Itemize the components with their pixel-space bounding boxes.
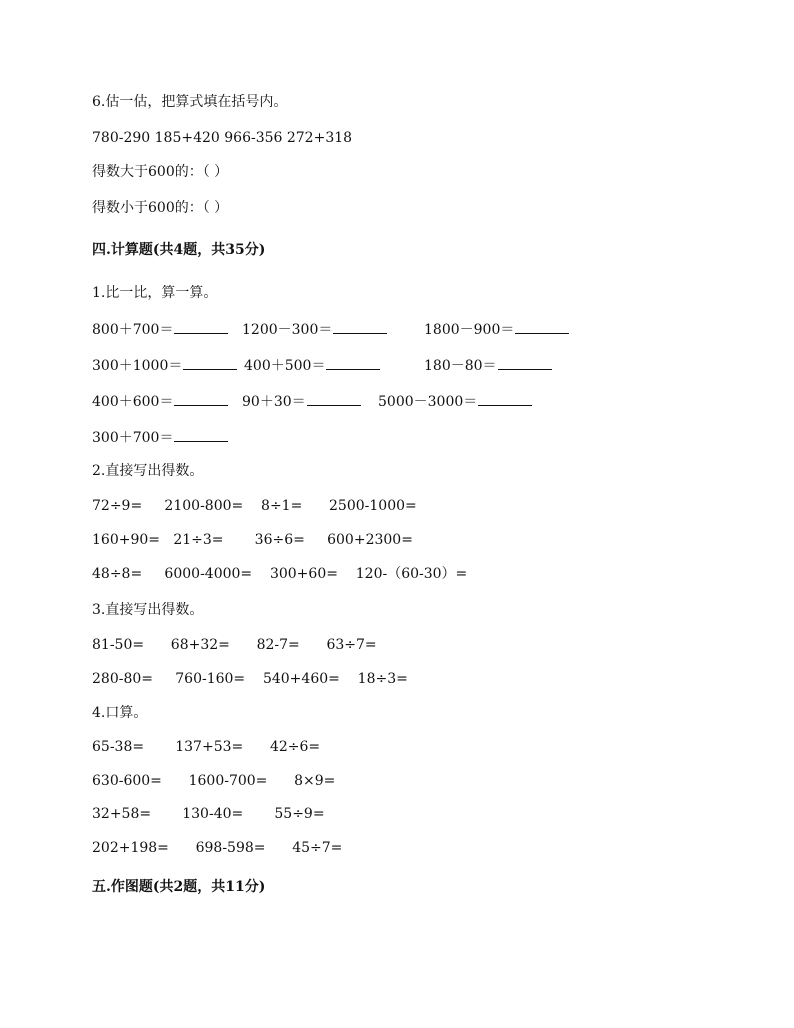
q6-greater-than-600: 得数大于600的：（ ）: [92, 164, 229, 180]
q6-title: 6.估一估，把算式填在括号内。: [92, 94, 288, 110]
q6-expressions: 780-290 185+420 966-356 272+318: [92, 130, 353, 146]
q1-title: 1.比一比，算一算。: [92, 285, 218, 301]
q4-line: 202+198= 698-598= 45÷7=: [92, 840, 343, 856]
q1-item: 5000－3000＝: [378, 390, 532, 412]
q6-less-than-600: 得数小于600的：（ ）: [92, 200, 229, 216]
q3-line: 81-50= 68+32= 82-7= 63÷7=: [92, 637, 377, 653]
section5-heading: 五.作图题(共2题，共11分): [92, 879, 266, 895]
section4-heading: 四.计算题(共4题，共35分): [92, 242, 266, 258]
q3-title: 3.直接写出得数。: [92, 602, 204, 618]
q2-line: 48÷8= 6000-4000= 300+60= 120-（60-30）=: [92, 566, 468, 582]
q3-line: 280-80= 760-160= 540+460= 18÷3=: [92, 671, 408, 687]
q1-item: 180－80＝: [424, 354, 552, 376]
q1-item: 1800－900＝: [424, 318, 569, 340]
q4-line: 65-38= 137+53= 42÷6=: [92, 739, 321, 755]
q1-item: 90＋30＝: [242, 390, 361, 412]
q2-title: 2.直接写出得数。: [92, 463, 204, 479]
q1-item: 400＋600＝: [92, 390, 228, 412]
q1-item: 800＋700＝: [92, 318, 228, 340]
q2-line: 160+90= 21÷3= 36÷6= 600+2300=: [92, 532, 413, 548]
q1-item: 300＋700＝: [92, 426, 228, 448]
q2-line: 72÷9= 2100-800= 8÷1= 2500-1000=: [92, 498, 417, 514]
q1-item: 1200－300＝: [242, 318, 387, 340]
q4-line: 630-600= 1600-700= 8×9=: [92, 773, 336, 789]
q1-item: 400＋500＝: [244, 354, 380, 376]
q4-line: 32+58= 130-40= 55÷9=: [92, 806, 325, 822]
q1-item: 300＋1000＝: [92, 354, 237, 376]
q4-title: 4.口算。: [92, 705, 148, 721]
